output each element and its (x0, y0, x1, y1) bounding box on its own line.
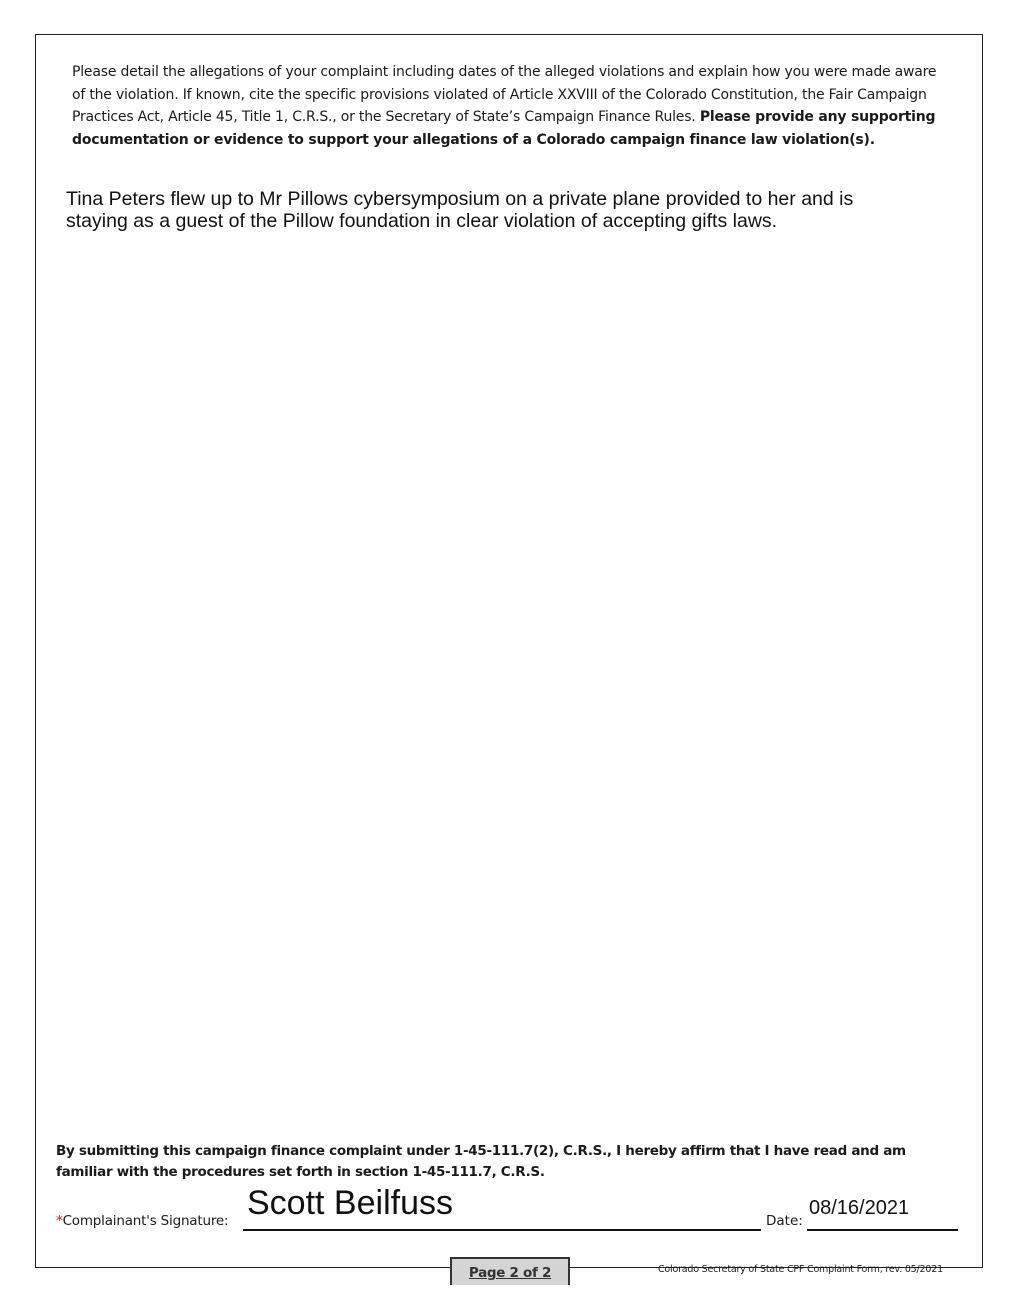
instructions-evidence-note: Please provide any supporting documentation or evidence to support your allegations of a Colorado campaign finance law violation(s). (72, 109, 936, 148)
page-indicator-text: Page 2 of 2 (468, 1265, 552, 1281)
affirmation-statement: By submitting this campaign finance complaint under 1-45-111.7(2), C.R.S., I hereby affirm that I have read and am familiar with the procedures set forth in section 1-45-111.7, C.R.S. (56, 1143, 906, 1180)
allegation-details-field[interactable]: Tina Peters flew up to Mr Pillows cybersymposium on a private plane provided to her and is staying as a guest of the Pillow foundation in clear violation of accepting gifts laws. (66, 188, 854, 232)
page-indicator (450, 1257, 570, 1285)
form-revision-footer: Colorado Secretary of State CPF Complaint Form, rev. 05/2021 (658, 1264, 943, 1275)
date-line (807, 1229, 958, 1231)
complaint-instructions (72, 61, 952, 151)
required-marker: * (56, 1213, 63, 1229)
signature-label-text: Complainant's Signature: (62, 1213, 229, 1229)
date-label: Date: (766, 1213, 803, 1229)
signature-field[interactable]: Scott Beilfuss (247, 1184, 453, 1222)
signature-label (56, 1213, 228, 1229)
signature-line (243, 1229, 761, 1231)
instructions-text: Please detail the allegations of your complaint including dates of the alleged violations and explain how you were made aware of the violation. If known, cite the specific provisions violated of Article XXVIII of the Colorado Constitution, the Fair Campaign Practices Act, Article 45, Title 1, C.R.S., or the Secretary of State’s Campaign Finance Rules. (72, 64, 937, 125)
date-field[interactable]: 08/16/2021 (809, 1197, 910, 1219)
